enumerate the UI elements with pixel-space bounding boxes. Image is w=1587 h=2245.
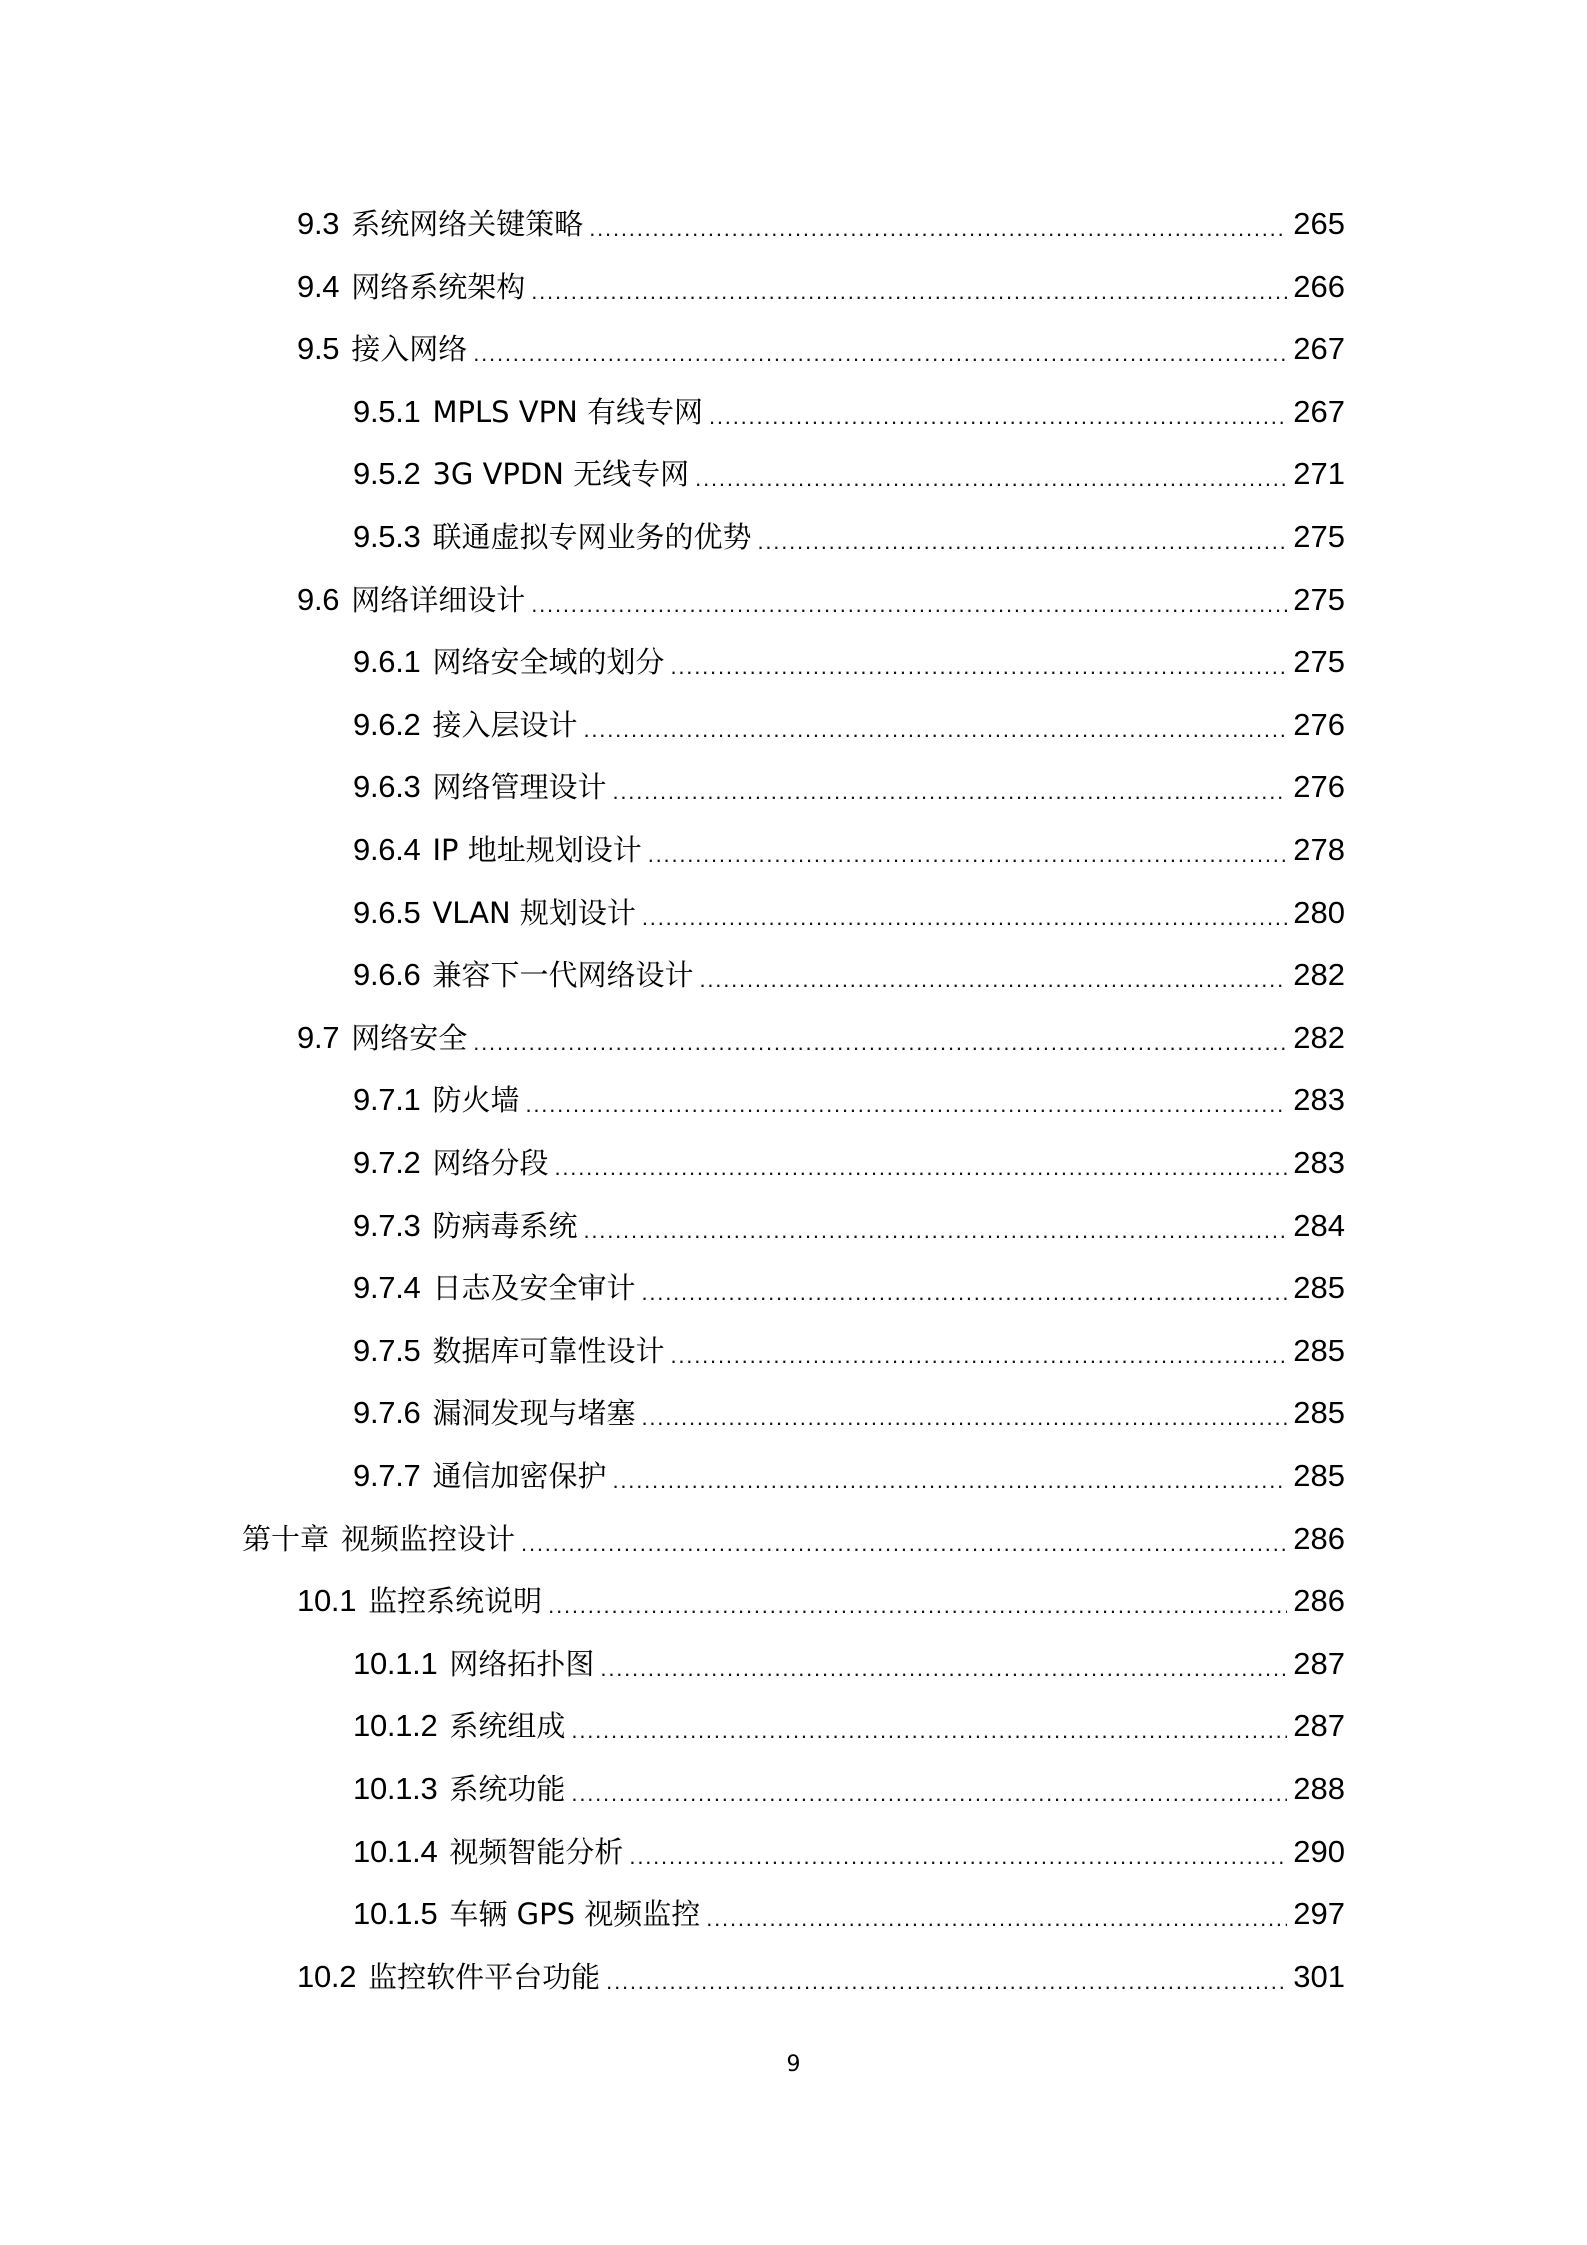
toc-entry-number: 9.7.1 [353,1082,421,1118]
toc-entry-number: 10.1.3 [353,1771,438,1806]
toc-entry-page: 283 [1293,1145,1345,1180]
toc-entry-title: 系统组成 [449,1709,566,1744]
toc-entry-page: 271 [1293,456,1345,492]
toc-entry-number: 9.7.4 [353,1270,421,1306]
toc-entry-title: 网络详细设计 [351,582,526,617]
toc-entry[interactable] [353,1448,1345,1498]
toc-entry[interactable] [297,1573,1345,1623]
toc-entry-page: 297 [1293,1896,1345,1932]
dot-leader [531,265,1287,309]
toc-entry-number: 10.2 [297,1958,357,1994]
toc-entry-number: 9.7.5 [353,1332,421,1368]
toc-entry-title: 网络安全域的划分 [432,645,665,680]
toc-entry[interactable] [353,384,1345,434]
toc-entry[interactable] [297,196,1345,246]
toc-entry-number: 9.5.1 [353,393,421,429]
toc-entry-page: 288 [1293,1771,1345,1806]
toc-entry-title: 监控软件平台功能 [368,1959,601,1994]
toc-entry-title: 网络管理设计 [432,770,607,805]
toc-entry-number: 10.1 [297,1583,357,1619]
toc-entry-number: 9.7.7 [353,1458,421,1493]
toc-entry[interactable] [297,259,1345,309]
toc-entry-page: 267 [1293,393,1345,429]
toc-entry-page: 285 [1293,1270,1345,1306]
toc-entry-page: 284 [1293,1207,1345,1243]
toc-entry-title: IP 地址规划设计 [432,833,642,867]
toc-entry-title: 视频智能分析 [449,1834,624,1869]
toc-entry-title: 系统网络关键策略 [351,207,584,241]
toc-entry-page: 285 [1293,1458,1345,1493]
toc-entry-number: 9.6.5 [353,894,421,930]
toc-entry-number: 10.1.5 [353,1896,438,1932]
toc-entry-page: 265 [1293,206,1345,241]
toc-entry-title: 网络安全 [351,1020,468,1055]
dot-leader [473,327,1287,371]
toc-entry-page: 286 [1293,1583,1345,1619]
toc-entry-number: 9.7.3 [353,1207,421,1243]
dot-leader [525,1078,1287,1122]
toc-entry-page: 275 [1293,644,1345,680]
page-number: 9 [786,2052,801,2077]
toc-entry-page: 282 [1293,957,1345,993]
dot-leader [670,640,1287,684]
toc-entry-page: 285 [1293,1395,1345,1431]
toc-entry-number: 9.7.6 [353,1395,421,1431]
toc-entry-title: 防病毒系统 [432,1208,578,1243]
toc-entry-title: 监控系统说明 [368,1584,543,1619]
dot-leader [583,703,1287,747]
toc-entry[interactable] [353,1198,1345,1248]
toc-entry-title: 防火墙 [432,1083,520,1118]
toc-entry[interactable] [353,446,1345,496]
toc-entry-title: 漏洞发现与堵塞 [432,1396,636,1431]
dot-leader [757,515,1287,559]
dot-leader [642,891,1287,935]
dot-leader [583,1204,1287,1248]
dot-leader [589,202,1287,246]
toc-entry[interactable] [353,1135,1345,1185]
toc-entry[interactable] [353,1698,1345,1748]
dot-leader [473,1016,1287,1060]
dot-leader [648,828,1287,872]
toc-entry[interactable] [297,572,1345,622]
toc-entry[interactable] [353,1260,1345,1310]
toc-entry[interactable] [297,321,1345,371]
toc-entry-number: 9.6.4 [353,832,421,867]
dot-leader [521,1517,1287,1561]
toc-entry-number: 9.4 [297,268,340,304]
toc-entry-title: 数据库可靠性设计 [432,1333,665,1368]
dot-leader [571,1704,1287,1748]
toc-entry-page: 267 [1293,331,1345,367]
toc-entry-title: 网络拓扑图 [449,1646,595,1681]
toc-entry-page: 285 [1293,1332,1345,1368]
dot-leader [531,578,1287,622]
toc-entry-page: 276 [1293,769,1345,805]
toc-entry-number: 9.6.1 [353,644,421,680]
toc-entry-number: 9.6.2 [353,706,421,742]
dot-leader [612,765,1287,809]
toc-entry-title: 通信加密保护 [432,1459,607,1493]
dot-leader [641,1266,1287,1310]
toc-entry[interactable] [353,947,1345,997]
dot-leader [600,1642,1287,1686]
toc-entry-number: 10.1.2 [353,1708,438,1744]
toc-entry-number: 10.1.1 [353,1645,438,1681]
dot-leader [641,1391,1287,1435]
toc-entry[interactable] [353,1385,1345,1435]
toc-entry-page: 266 [1293,268,1345,304]
toc-entry-page: 278 [1293,832,1345,867]
toc-entry-page: 275 [1293,519,1345,554]
toc-entry-number: 10.1.4 [353,1833,438,1869]
toc-entry-title: 车辆 GPS 视频监控 [449,1897,701,1932]
dot-leader [612,1454,1287,1498]
toc-entry-page: 282 [1293,1019,1345,1055]
toc-entry-title: 网络系统架构 [351,269,526,304]
toc-entry[interactable] [353,1761,1345,1811]
toc-entry-number: 9.7 [297,1019,340,1055]
dot-leader [606,1955,1287,1999]
toc-entry-page: 283 [1293,1082,1345,1118]
toc-entry[interactable] [353,1323,1345,1373]
toc-entry-title: MPLS VPN 有线专网 [432,394,703,429]
toc-entry-title: 网络分段 [432,1146,549,1180]
dot-leader [629,1830,1287,1874]
dot-leader [548,1579,1287,1623]
toc-entry-number: 9.3 [297,206,340,241]
dot-leader [670,1329,1287,1373]
toc-entry-page: 290 [1293,1833,1345,1869]
toc-entry[interactable] [353,1824,1345,1874]
toc-entry-page: 280 [1293,894,1345,930]
dot-leader [695,452,1287,496]
toc-entry-page: 275 [1293,581,1345,617]
toc-entry-number: 9.7.2 [353,1145,421,1180]
toc-entry-title: 3G VPDN 无线专网 [432,457,690,492]
toc-entry[interactable] [297,1010,1345,1060]
toc-entry-title: 接入层设计 [432,707,578,742]
toc-entry[interactable] [353,697,1345,747]
toc-entry-title: 日志及安全审计 [432,1271,636,1306]
dot-leader [709,390,1287,434]
toc-entry[interactable] [353,759,1345,809]
toc-entry-number: 9.6.3 [353,769,421,805]
dot-leader [706,1892,1287,1936]
toc-entry[interactable] [353,509,1345,559]
toc-entry[interactable] [353,1886,1345,1936]
toc-entry-title: 兼容下一代网络设计 [432,958,694,993]
toc-entry-page: 286 [1293,1520,1345,1556]
toc-entry-page: 301 [1293,1958,1345,1994]
toc-entry[interactable] [297,1949,1345,1999]
toc-chapter-entry[interactable] [242,1511,1345,1561]
toc-entry-number: 9.6.6 [353,957,421,993]
dot-leader [571,1767,1287,1811]
toc-entry-title: 接入网络 [351,332,468,367]
toc-entry-number: 9.5.3 [353,519,421,554]
toc-entry[interactable] [353,634,1345,684]
dot-leader [699,953,1287,997]
toc-entry-title: 视频监控设计 [341,1521,516,1556]
toc-entry-page: 276 [1293,706,1345,742]
toc-entry[interactable] [353,885,1345,935]
toc-chapter-number: 第十章 [242,1521,330,1556]
toc-entry[interactable] [353,822,1345,872]
toc-entry-number: 9.5 [297,331,340,367]
toc-entry-page: 287 [1293,1708,1345,1744]
toc-entry-title: 系统功能 [449,1772,566,1806]
toc-entry-number: 9.6 [297,581,340,617]
toc-entry[interactable] [353,1072,1345,1122]
dot-leader [554,1141,1287,1185]
toc-entry[interactable] [353,1636,1345,1686]
toc-entry-title: 联通虚拟专网业务的优势 [432,520,752,554]
toc-entry-number: 9.5.2 [353,456,421,492]
toc-entry-page: 287 [1293,1645,1345,1681]
toc-entry-title: VLAN 规划设计 [432,895,636,930]
